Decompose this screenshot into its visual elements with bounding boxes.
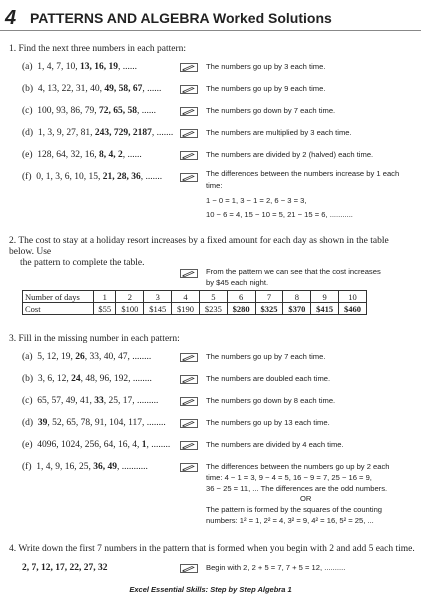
table-cell: $280: [227, 303, 255, 315]
q3-c-note: The numbers go down by 8 each time.: [206, 396, 336, 405]
q3-f-working-3: The pattern is formed by the squares of the counting: [206, 505, 383, 514]
table-cell: $415: [311, 303, 339, 315]
q3-f-working-2: 36 − 25 = 11, ... The differences are the odd numbers.: [206, 484, 388, 493]
table-cell: $190: [172, 303, 200, 315]
q3-f-or: OR: [300, 494, 312, 503]
q1-f-working-1: 1 − 0 = 1, 3 − 1 = 2, 6 − 3 = 3,: [206, 196, 307, 205]
q1-f-working-2: 10 − 6 = 4, 15 − 10 = 5, 21 − 15 = 6, ...........: [206, 210, 353, 219]
pencil-icon: [180, 441, 198, 450]
cost-table: [22, 290, 367, 315]
table-row-label: Cost: [23, 303, 94, 315]
table-cell: 7: [255, 291, 283, 303]
pencil-icon: [180, 151, 198, 160]
q3-part-b: (b) 3, 6, 12, 24, 48, 96, 192, ........: [22, 374, 152, 384]
pencil-icon: [180, 419, 198, 428]
q3-part-e: (e) 4096, 1024, 256, 64, 16, 4, 1, ........: [22, 440, 171, 450]
pencil-icon: [180, 63, 198, 72]
table-row-cost: [23, 303, 367, 315]
pencil-icon: [180, 129, 198, 138]
q3-part-d: (d) 39, 52, 65, 78, 91, 104, 117, ........: [22, 418, 166, 428]
table-cell: 5: [199, 291, 227, 303]
q1-c-note: The numbers go down by 7 each time.: [206, 106, 336, 115]
q1-e-note: The numbers are divided by 2 (halved) each time.: [206, 150, 374, 159]
table-cell: $235: [199, 303, 227, 315]
q3-f-working-1: time: 4 − 1 = 3, 9 − 4 = 5, 16 − 9 = 7, 25 − 16 = 9,: [206, 473, 372, 482]
table-cell: $370: [283, 303, 311, 315]
pencil-icon: [180, 173, 198, 182]
pencil-icon: [180, 107, 198, 116]
pencil-icon: [180, 397, 198, 406]
q1-part-b: (b) 4, 13, 22, 31, 40, 49, 58, 67, ......: [22, 84, 162, 94]
q1-part-c: (c) 100, 93, 86, 79, 72, 65, 58, ......: [22, 106, 157, 116]
q3-part-a: (a) 5, 12, 19, 26, 33, 40, 47, ........: [22, 352, 152, 362]
table-row-days: [23, 291, 367, 303]
q1-part-a: (a) 1, 4, 7, 10, 13, 16, 19, ......: [22, 62, 138, 72]
q3-f-working-4: numbers: 1² = 1, 2² = 4, 3² = 9, 4² = 16, 5² = 25, ...: [206, 516, 374, 525]
q1-f-note: The differences between the numbers increase by 1 each time:: [206, 169, 400, 190]
table-cell: 9: [311, 291, 339, 303]
q1-d-note: The numbers are multiplied by 3 each time.: [206, 128, 352, 137]
table-cell: $100: [116, 303, 144, 315]
q1-b-note: The numbers go up by 9 each time.: [206, 84, 326, 93]
pencil-icon: [180, 375, 198, 384]
table-cell: $460: [339, 303, 367, 315]
table-cell: $145: [144, 303, 172, 315]
table-cell: 8: [283, 291, 311, 303]
pencil-icon: [180, 353, 198, 362]
q3-b-note: The numbers are doubled each time.: [206, 374, 331, 383]
page-number: 4: [5, 7, 17, 29]
table-cell: 2: [116, 291, 144, 303]
table-row-label: Number of days: [23, 291, 94, 303]
table-cell: 10: [339, 291, 367, 303]
q1-part-e: (e) 128, 64, 32, 16, 8, 4, 2, ......: [22, 150, 142, 160]
question-3: 3. Fill in the missing number in each pattern:: [9, 334, 180, 344]
table-cell: $55: [94, 303, 116, 315]
table-cell: 6: [227, 291, 255, 303]
q1-part-d: (d) 1, 3, 9, 27, 81, 243, 729, 2187, .......: [22, 128, 174, 138]
q2-note-2: by $45 each night.: [206, 278, 269, 287]
header-rule: [0, 30, 421, 31]
q1-a-note: The numbers go up by 3 each time.: [206, 62, 326, 71]
q3-d-note: The numbers go up by 13 each time.: [206, 418, 330, 427]
q3-f-note: The differences between the numbers go up by 2 each: [206, 462, 390, 471]
q4-answer: 2, 7, 12, 17, 22, 27, 32: [22, 563, 108, 573]
q3-a-note: The numbers go up by 7 each time.: [206, 352, 326, 361]
q4-note: Begin with 2, 2 + 5 = 7, 7 + 5 = 12, ..........: [206, 563, 346, 572]
pencil-icon: [180, 463, 198, 472]
page-title: PATTERNS AND ALGEBRA Worked Solutions: [30, 10, 332, 26]
q1-part-f: (f) 0, 1, 3, 6, 10, 15, 21, 28, 36, .......: [22, 172, 163, 182]
pencil-icon: [180, 269, 198, 278]
table-cell: 1: [94, 291, 116, 303]
question-2: 2. The cost to stay at a holiday resort increases by a fixed amount for each day as shown in the table below. Use the pattern to complete the table.: [9, 236, 389, 268]
footer: Excel Essential Skills: Step by Step Algebra 1: [129, 585, 292, 594]
question-4: 4. Write down the first 7 numbers in the pattern that is formed when you begin with 2 and add 5 each time.: [9, 544, 415, 554]
table-cell: $325: [255, 303, 283, 315]
pencil-icon: [180, 564, 198, 573]
q2-note-1: From the pattern we can see that the cost increases: [206, 267, 381, 276]
q3-e-note: The numbers are divided by 4 each time.: [206, 440, 344, 449]
q3-part-c: (c) 65, 57, 49, 41, 33, 25, 17, .........: [22, 396, 159, 406]
q3-part-f: (f) 1, 4, 9, 16, 25, 36, 49, ...........: [22, 462, 148, 472]
question-1: 1. Find the next three numbers in each pattern:: [9, 44, 187, 54]
pencil-icon: [180, 85, 198, 94]
table-cell: 3: [144, 291, 172, 303]
table-cell: 4: [172, 291, 200, 303]
